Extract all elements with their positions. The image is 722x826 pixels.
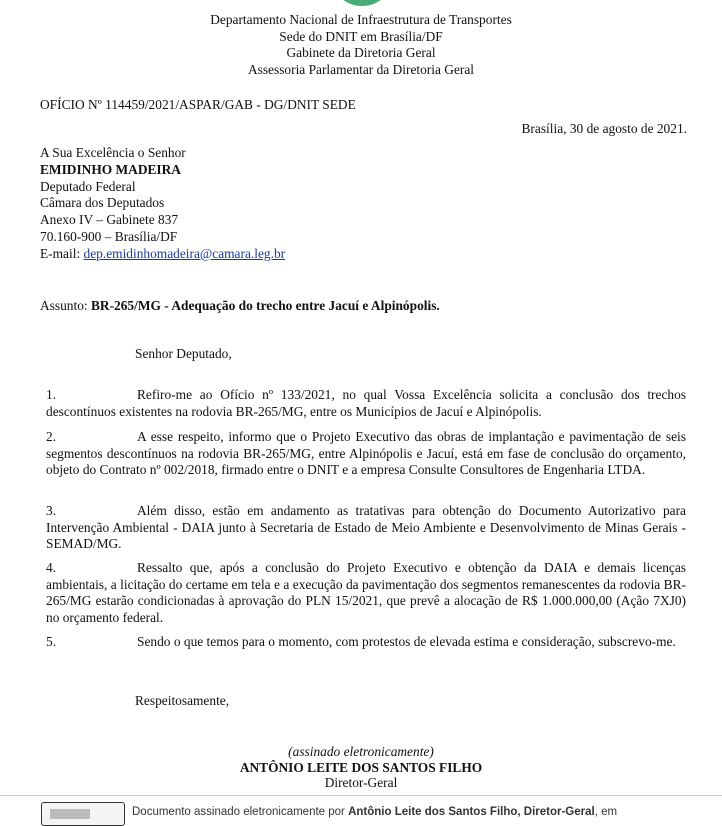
letterhead (0, 12, 722, 78)
paragraph-number: 1. (46, 387, 57, 402)
subject-line (40, 298, 440, 315)
addressee-salutation: A Sua Excelência o Senhor (40, 145, 186, 160)
paragraph-text: A esse respeito, informo que o Projeto Executivo das obras de implantação e pavimentação de seis segmentos descontínuos na rodovia BR-265/MG, entre Alpinópolis e Jacuí, está em fase de conclusão do orçamento, objeto do Contrato nº 002/2018, firmado entre o DNIT e a empresa Consulte Consultores de Engenharia LTDA. (46, 429, 686, 478)
paragraph-text: Ressalto que, após a conclusão do Projeto Executivo e obtenção da DAIA e demais licenças ambientais, a licitação do certame em tela e a execução da pavimentação dos segmentos remanescentes da rodovia BR-265/MG estarão condicionadas à aprovação do PLN 15/2021, que prevê a alocação de R$ 1.000.000,00 (Ação 7XJ0) no orçamento federal. (46, 560, 686, 625)
paragraph-text: Refiro-me ao Ofício nº 133/2021, no qual Vossa Excelência solicita a conclusão dos trechos descontínuos existentes na rodovia BR-265/MG, entre os Municípios de Jacuí e Alpinópolis. (46, 387, 686, 419)
paragraph-5 (46, 634, 686, 651)
email-link[interactable]: dep.emidinhomadeira@camara.leg.br (83, 245, 286, 261)
addressee-role: Deputado Federal (40, 178, 136, 194)
greeting: Senhor Deputado, (135, 346, 232, 361)
closing: Respeitosamente, (135, 693, 230, 708)
addressee-block (40, 145, 285, 263)
addressee-office: Anexo IV – Gabinete 837 (40, 212, 179, 228)
dnit-logo (330, 0, 394, 6)
footer-signer: Antônio Leite dos Santos Filho, Diretor-Geral (348, 806, 595, 818)
paragraph-4 (46, 560, 686, 626)
paragraph-number: 4. (46, 560, 57, 575)
addressee-institution: Câmara dos Deputados (40, 195, 165, 211)
document-number: OFÍCIO Nº 114459/2021/ASPAR/GAB - DG/DNIT SEDE (40, 97, 356, 112)
seal-icon (50, 809, 90, 819)
divider (0, 795, 722, 796)
footer-suffix: , em (594, 806, 618, 818)
letterhead-advisory: Assessoria Parlamentar da Diretoria Geral (247, 61, 475, 77)
signature-note: (assinado eletronicamente) (288, 744, 434, 759)
document-date: Brasília, 30 de agosto de 2021. (521, 121, 687, 136)
paragraph-text: Sendo o que temos para o momento, com protestos de elevada estima e consideração, subscrevo-me. (137, 634, 676, 649)
paragraph-number: 2. (46, 429, 57, 444)
signer-name: ANTÔNIO LEITE DOS SANTOS FILHO (239, 759, 483, 775)
paragraph-text: Além disso, estão em andamento as tratativas para obtenção do Documento Autorizativo para Intervenção Ambiental - DAIA junto à Secretaria de Estado de Meio Ambiente e Desenvolvimento de Minas Gerais - SEMAD/MG. (46, 503, 686, 552)
subject-text: BR-265/MG - Adequação do trecho entre Jacuí e Alpinópolis. (90, 298, 440, 313)
email-label: E-mail: (40, 245, 81, 261)
addressee-email-row (40, 246, 285, 263)
signer-title: Diretor-Geral (324, 775, 398, 791)
electronic-signature-text (132, 804, 617, 821)
paragraph-3 (46, 503, 686, 553)
addressee-name: EMIDINHO MADEIRA (40, 161, 181, 177)
paragraph-number: 5. (46, 634, 57, 649)
paragraph-2 (46, 429, 686, 479)
letterhead-seat: Sede do DNIT em Brasília/DF (279, 28, 443, 44)
signature-block (0, 744, 722, 791)
paragraph-number: 3. (46, 503, 57, 518)
footer-prefix: Documento assinado eletronicamente por (132, 806, 345, 818)
electronic-signature-seal (41, 802, 125, 826)
paragraph-1 (46, 387, 686, 420)
addressee-postal: 70.160-900 – Brasília/DF (40, 228, 178, 244)
letterhead-department: Departamento Nacional de Infraestrutura de Transportes (210, 12, 512, 27)
subject-label: Assunto: (40, 298, 88, 313)
letterhead-cabinet: Gabinete da Diretoria Geral (286, 45, 436, 61)
